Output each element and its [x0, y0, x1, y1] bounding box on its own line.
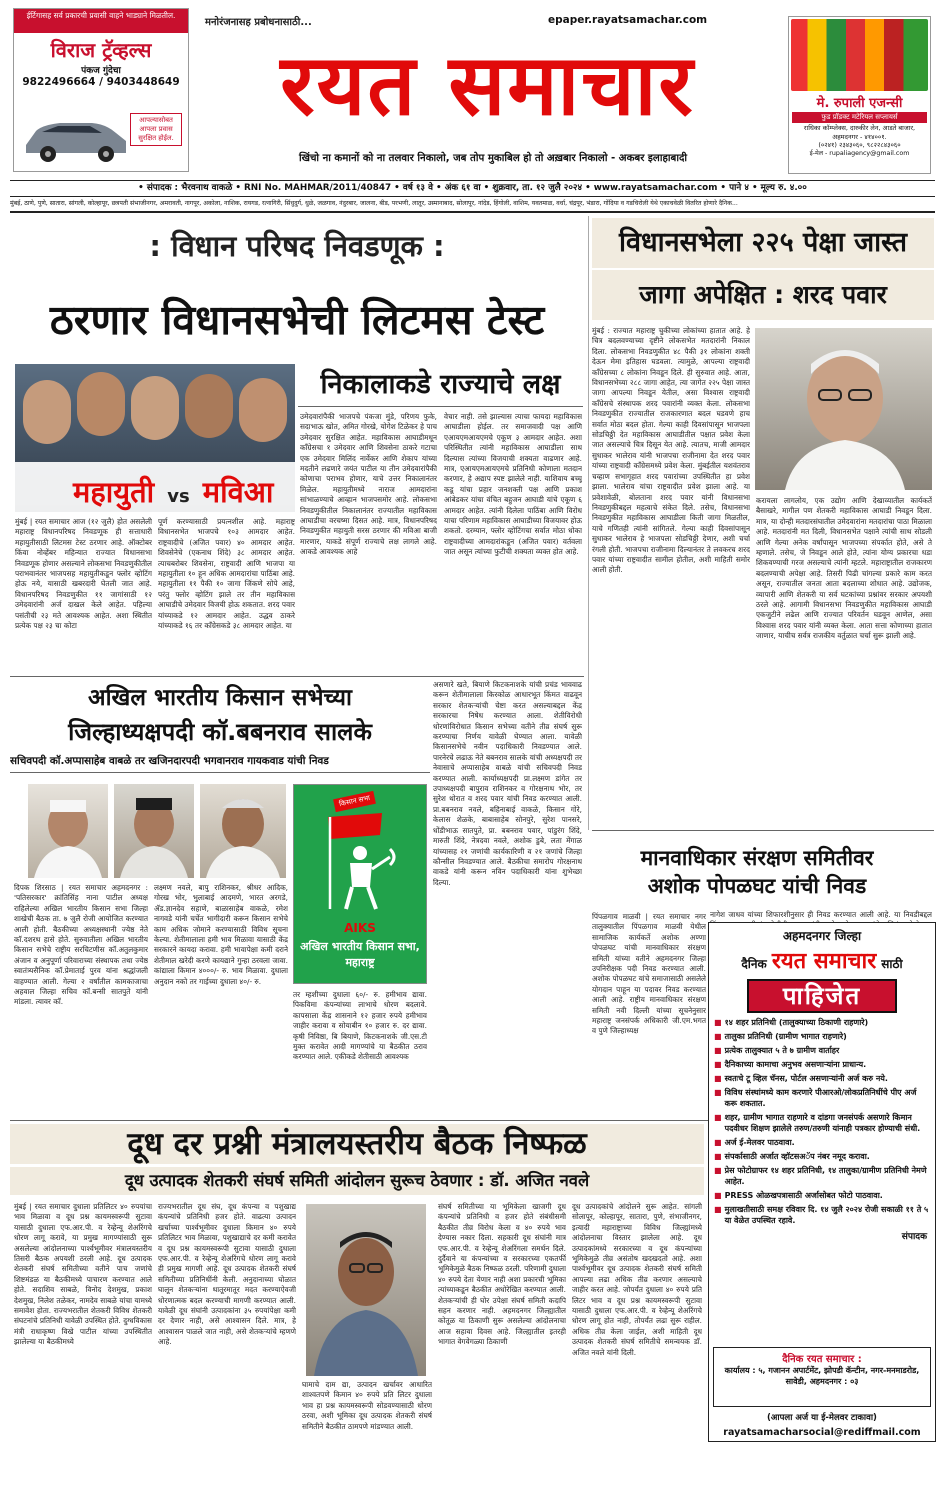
newspaper-title: रयत समाचार: [280, 36, 695, 134]
sharad-pawar-photo: [755, 328, 932, 490]
wanted-item: ■ PRESS ओळखपत्रासाठी अर्जासोबत फोटो पाठवावा.: [714, 1191, 883, 1200]
masthead-quote: खिंचो ना कमानों को ना तलवार निकालो, जब तोप मुकाबिल हो तो अख़बार निकालो - अकबर इलाहाबादी: [298, 153, 688, 164]
divider: [592, 830, 934, 831]
logo-flag-text: किसान सभा: [333, 791, 376, 812]
story5-subhead: दूध उत्पादक शेतकरी संघर्ष समिती आंदोलन सुरूच ठेवणार : डॉ. अजित नवले: [10, 1167, 704, 1195]
epaper-link[interactable]: epaper.rayatsamachar.com: [548, 14, 708, 26]
bullet-icon: ■: [714, 1166, 722, 1175]
bullet-icon: ■: [714, 1205, 722, 1214]
story5-col1: मुंबई | रयत समाचार दुधाला प्रतिलिटर ४० रुपयांचा भाव मिळावा व दूध प्रश्न कायमस्वरूपी सुटावा यासाठी दुधाला एफ.आर.पी. व रेव्हेन्यू शेअरिंगचे धोरण लागू करावे, या प्रमुख मागण्यांसाठी सुरू असलेल्या आंदोलनाच्या पार्श्वभूमीवर मंत्रालयस्तरीय तिसरी बैठक अपयशी ठरली आहे. दूध उत्पादक शेतकरी संघर्ष समितीच्या वतीने पाच जणांचे शिष्टमंडळ या बैठकीमध्ये पाचारण करण्यात आले होते. सदाशिव साबळे, विनोद देशमुख, प्रकाश देशमुख, निलेश तळेकर, नामदेव साबळे यांचा यामध्ये समावेश होता. राज्यभरातील शेतकरी विविध शेतकरी संघटनांचे प्रतिनिधी यावेळी उपस्थित होते. दुग्धविकास मंत्री राधाकृष्ण विखे पाटील यांच्या उपस्थितीत झालेल्या या बैठकीमध्ये: [14, 1202, 152, 1347]
wanted-item: ■ तालुका प्रतिनिधी (ग्रामीण भागात राहणारे): [714, 1032, 847, 1041]
story2-headline2: जागा अपेक्षित : शरद पवार: [592, 270, 934, 320]
ad-left-top: ईर्टिगासह सर्व प्रकारची प्रवासी वाहने भाड्याने मिळतील.: [14, 9, 188, 33]
story3-col1: दिपक शिरसाठ | रयत समाचार अहमदनगर : 'पतिसरकार' क्रांतिसिंह नाना पाटील अध्यक्ष राहिलेल्या अखिल भारतीय किसान सभा जिल्हा शाखेची बैठक ता. ७ जुलै रोजी आयोजित करण्यात आली होती. बैठकीच्या अध्यक्षस्थानी ज्येष्ठ नेते कॉ.दशरथ हासे होते. सुरुवातीला अखिल भारतीय किसान सभेचे राष्ट्रीय सरचिटणीस कॉ.अतुलकुमार अंजान व अनुपूर्णा परिवाराच्या संस्थापक तथा ज्येष्ठ स्वातंत्र्यसैनिक कॉ.प्रेमाताई पुरव यांना श्रद्धांजली वाहण्यात आली. गेल्या २ वर्षांतील कामकाजाचा अहवाल जिल्हा सचिव कॉ.बन्सी सातपुते यांनी मांडला. त्यावर कॉ.: [14, 883, 148, 1007]
story5-col3: घामाचे दाम द्या, उत्पादन खर्चावर आधारित शाश्वतपणे किमान ४० रुपये प्रति लिटर दुधाला भाव हा प्रश्न कायमस्वरूपी सोडवण्यासाठी धोरण ठरवा, अशी भूमिका दूध उत्पादक शेतकरी संघर्ष समितीने बैठकीत ठामपणे मांडण्यात आली.: [302, 1380, 432, 1431]
story3-col3: तर म्हशीच्या दुधाला ६०/- रु. हमीभाव द्यावा. पिकविमा कंपन्यांच्या लाभाचे धोरण बदलावे. कापसाला केंद्र शासनाने १२ हजार रुपये हमीभाव जाहीर करावा व सोयाबीन १० हजार रु. दर द्यावा. कृषी निविष्ठा, बि बियाणे, किटकनाशके जी.एस.टी मुक्त करावेत आदी मागण्यांचे या बैठकीत ठराव करण्यात आले. एकीकडे शेतीसाठी आवश्यक: [293, 990, 427, 1062]
bullet-icon: ■: [714, 1138, 722, 1147]
wanted-item: ■ प्रेस फोटोग्राफर १४ शहर प्रतिनिधी, १४ तालुका/ग्रामीण प्रतिनिधी नेमणे आहेत.: [714, 1166, 927, 1186]
story-kisan-sabha: [10, 680, 584, 1118]
story-sharad-pawar: [592, 218, 934, 822]
story-milk-price: [10, 1124, 704, 1480]
ad-viraj-travels: [13, 8, 189, 172]
wanted-item: ■ दैनिकाच्या कामाचा अनुभव असणाऱ्यांना प्राधान्य.: [714, 1060, 867, 1069]
leader-photo-3: [200, 784, 286, 878]
wanted-for: साठी: [881, 957, 903, 971]
leader-photo-1: [28, 784, 108, 878]
story2-col2: करायला लागलोय, एक उद्योग आणि देखाव्यातील कार्यकर्ते बैसाखरे, मागील पण शेतकरी महाविकास आघाडी निवडून दिला. मात्र, या दोन्ही मतदारसंघातील उमेदवारांना मतदारांचा पाठा मिळाला आहे. मतदारांनी मत दिली, विधानसभेत पक्षाने त्यांची साथ सोडली आणि गेल्या अनेक वर्षांपासून भाजपच्या संपर्कात होते, असे ते म्हणाले. तसेच, जे निवडून आले होते, त्यांना योग्य प्रकारचा धडा शिकवण्याची गरज असल्याचे त्यांनी म्हटले. महाराष्ट्रातील राजकारण बदलण्याची अपेक्षा आहे. तिसरी पिढी चांगल्या प्रकारे काम करत असून, राज्यातील जनता आता बदलाच्या शोधात आहे. उद्योजक, व्यापारी आणि शेतकरी या सर्व घटकांच्या प्रश्नांवर सरकार अपयशी ठरले आहे. आगामी विधानसभा निवडणुकीत महाविकास आघाडी एकजुटीने लढेल आणि राज्यात परिवर्तन घडवून आणेल, असा विश्वास शरद पवार यांनी व्यक्त केला. आता सत्ता कोणाच्या हातात जाणार, याचीच सर्वत्र राजकीय वर्तुळात चर्चा सुरू झाली आहे.: [756, 496, 932, 641]
wanted-email[interactable]: rayatsamacharsocial@rediffmail.com: [723, 1427, 921, 1438]
wanted-sign: संपादक: [901, 1232, 927, 1242]
ad-right-sub: फुड प्रॉडक्ट मटेरियल सप्लायर्स: [792, 112, 927, 123]
ad-right-phone: (०२४१) २३४३०६०, ९८२२८४३०६०: [818, 141, 901, 149]
leader-face-3: [131, 376, 179, 440]
divider: [10, 676, 584, 677]
ad-left-note: आपल्यासोबत आपला प्रवास सुरक्षित होईल.: [130, 113, 182, 146]
bullet-icon: ■: [714, 1074, 722, 1083]
wanted-item: ■ शहर, ग्रामीण भागात राहणारे व दांडगा जनसंपर्क असणारे किमान पदवीधर शिक्षण झालेले तरुण/तरुणी यांनाही पत्रकार होण्याची संधी.: [714, 1113, 921, 1133]
bullet-icon: ■: [714, 1032, 722, 1041]
wanted-item: ■ स्वतःचे टू व्हिल चॅनस, पोर्टल असणाऱ्यांनी अर्ज करु नये.: [714, 1074, 888, 1083]
ad-left-owner: पंकज गुंदेचा: [81, 66, 121, 76]
wanted-item: ■ प्रत्येक तालुक्यात ५ ते ७ ग्रामीण वार्ताहर: [714, 1046, 840, 1055]
story1-col1: मुंबई | रयत समाचार आज (१२ जुलै) होत असलेली महाराष्ट्र विधानपरिषद निवडणूक ही सत्ताधारी महायुतीसाठी लिटमस टेस्ट ठरणार आहे. ऑक्टोबर किंवा नोव्हेंबर महिन्यात राज्यात विधानसभा निवडणूक होणार असल्याने लोकसभा निवडणुकीतील पराभवानंतर भाजपसह महायुतीकडून फ्लोर व्होटिंग होऊ नये, यासाठी खबरदारी घेतली जात आहे. विधानपरिषद निवडणुकीत ११ जागांसाठी १२ उमेदवारांनी अर्ज दाखल केले आहेत. पहिल्या पसंतीची २३ मते आवश्यक आहेत. अशा स्थितीत प्रत्येक पक्ष २३ चा कोटा: [15, 517, 152, 631]
car-image: [20, 105, 132, 167]
ad-right-address: राधिका कॉम्प्लेक्स, दारुकीर लेन, आडते बाजार, अहमदनगर - ४१४००१.: [803, 124, 916, 141]
wanted-office-title: दैनिक रयत समाचार :: [782, 1354, 862, 1365]
bullet-icon: ■: [714, 1046, 722, 1055]
ad-right-email: ई-मेल - rupaliagency@gmail.com: [809, 149, 910, 157]
story5-col4: संघर्ष समितीच्या या भूमिकेला खाजगी दूध कंपन्यांचे प्रतिनिधी व हजर होते संबंधीसमी बैठकीत तीव्र विरोध केला व ४० रुपये भाव देण्यास नकार दिला. सहकारी दूध संघांनी मात्र एफ.आर.पी. व रेव्हेन्यू शेअरिंगला समर्थन दिले. दुर्दैवाने या कंपन्यांच्या व सरकारच्या एकतर्फी भूमिकेमुळे बैठक निष्फळ ठरली. परिणामी दुधाला ४० रुपये देता येणार नाही अशा प्रकारची भूमिका त्यांच्याकडून बैठकीत अधोरेखित करण्यात आली. शेतकऱ्यांची ही घोर उपेक्षा संघर्ष समिती कदापि सहन करणार नाही. अहमदनगर जिल्ह्यातील कोतूळ या ठिकाणी सुरू असलेल्या आंदोलनाचा आज सहावा दिवस आहे. जिल्ह्यातील इतरही भागात वेगवेगळ्या ठिकाणी: [438, 1202, 566, 1347]
story2-headline: विधानसभेला २२५ पेक्षा जास्त: [592, 218, 934, 268]
wanted-item: ■ अर्ज ई-मेलवर पाठवावा.: [714, 1138, 795, 1147]
story5-col2: राज्यभरातील दूध संघ, दूध कंपन्या व पशुखाद्य कंपन्यांचे प्रतिनिधी हजर होते. वाढत्या उत्पादन खर्चाच्या पार्श्वभूमीवर दुधाला किमान ४० रुपये प्रतिलिटर भाव मिळावा, पशुखाद्याचे दर कमी करावेत व दूध प्रश्न कायमस्वरूपी सुटावा यासाठी दुधाला एफ.आर.पी. व रेव्हेन्यू शेअरिंगचे धोरण लागू करावे ही प्रमुख मागणी आहे. दूध उत्पादक शेतकरी संघर्ष समितीच्या प्रतिनिधींनी केली. अनुदानाच्या घोळात घालून शेतकऱ्यांना थातूरमातूर मदत करण्याऐवजी धोरणात्मक बदल करण्याची मागणी करण्यात आली. यावेळी दूध संघांनी उत्पादकांना ३५ रुपयांपेक्षा कमी दर देणार नाही, असे आश्वासन दिले. मात्र, हे आश्वासन पाळले जात नाही, असे शेतकऱ्यांचे म्हणणे आहे.: [158, 1202, 296, 1347]
bullet-icon: ■: [714, 1018, 722, 1027]
story1-kicker: : विधान परिषद निवडणूक :: [149, 229, 445, 263]
ad-rupali-agency: [788, 16, 931, 174]
wanted-note: (आपला अर्ज या ई-मेलवर टाकावा): [767, 1413, 877, 1423]
bullet-icon: ■: [714, 1088, 722, 1097]
story3-col2: लक्ष्मण नवले, बापु राशिनकर, श्रीधर आदिक, गोरख भोर, भुलाबाई आदमणे, भारत अरगडे, ॲड.ज्ञानदेव सहाणे, बाळासाहेब वाकळे, रमेश नागवडे यांनी चर्चेत भागीदारी करून किसान सभेचे काम अधिक जोमाने करण्यासाठी विविध सूचना केल्या. शेतीमालाला हमी भाव मिळावा यासाठी केंद्र सरकारने कायदा करावा. हमी भावापेक्षा कमी दराने शेतीमाल खरेदी करणे कायद्याने गुन्हा ठरवला जावा. कांद्याला किमान ४०००/- रु. भाव मिळावा. दुधाला अनुदान नको तर गाईच्या दुधाला ४०/- रु.: [154, 883, 288, 986]
story2-col1: मुंबई : राज्यात महाराष्ट्र चुकीच्या लोकांच्या हातात आहे. हे चित्र बदलवण्याच्या दृष्टीने लोकसभेत मतदारांनी निकाल दिला. लोकसभा निवडणुकीत ४८ पैकी ३१ लोकांना शक्ती देऊन मेमा इतिहास घडवला. त्यामुळे, आपल्या राष्ट्रवादी काँग्रेसच्या ८ लोकांना निवडून दिले. ही सुरुवात आहे. आता, विधानसभेच्या २८८ जागा आहेत, त्या जागेत २२५ पेक्षा जास्त जागा आपल्या निवडून येतील, असा विश्वास राष्ट्रवादी काँग्रेसचे संस्थापक शरद पवारांनी व्यक्त केला. लोकसभा निवडणुकीत राज्यातील राजकारणात बदल घडवणे हाच सर्वात मोठा बदल होता. गेल्या काही दिवसांपासून भाजपला सोडचिठ्ठी देत महाविकास आघाडीतील पक्षात प्रवेश केला जात असल्याचे चित्र दिसून येत आहे. त्यातच, माजी आमदार सुधाकर भालेराव यांनी भाजपचा राजीनामा देत शरद पवार यांच्या राष्ट्रवादी काँग्रेसमध्ये प्रवेश केला. मुंबईतील यशवंतराव चव्हाण सभागृहात शरद पवारांच्या उपस्थितीत हा प्रवेश झाला. भालेराव यांचा राष्ट्रवादीत प्रवेश झाला आहे. या प्रवेशावेळी, बोलताना शरद पवार यांनी विधानसभा निवडणुकीबद्दल महत्वाचे संकेत दिले. तसेच, विधानसभा निवडणुकीत महाविकास आघाडीला किती जागा मिळतील, याचे गणितही त्यांनी सांगितले. गेल्या काही दिवसांपासून सुधाकर भालेराव हे भाजपला सोडचिठ्ठी देणार, अशी चर्चा रंगली होती. भाजपचा राजीनामा दिल्यानंतर ते लवकरच शरद पवार यांच्या राष्ट्रवादीत सामील होतील, अशी माहिती समोर आली होती.: [592, 326, 750, 575]
wanted-daily: दैनिक: [741, 957, 767, 971]
divider: [588, 216, 589, 830]
story5-col5: दूध उत्पादकांचे आंदोलने सुरू आहेत. सांगली सोलापूर, कोल्हापूर, सातारा, पुणे, संभाजीनगर, इत्यादी महाराष्ट्राच्या विविध जिल्ह्यांमध्ये आंदोलनाचा विस्तार झालेला आहे. दूध उत्पादकांमध्ये सरकारच्या व दूध कंपन्यांच्या भूमिकेमुळे तीव्र असंतोष खदखदतो आहे. अशा पार्श्वभूमीवर दूध उत्पादक शेतकरी संघर्ष समिती आपल्या लढा अधिक तीव्र करणार असल्याचे जाहीर करत आहे. जोपर्यंत दुधाला ४० रुपये प्रति लिटर भाव व दूध प्रश्न कायमस्वरूपी सुटावा यासाठी दुधाला एफ.आर.पी. व रेव्हेन्यू शेअरिंगचे धोरण लागू होत नाही, तोपर्यंत लढा सुरू राहील. अधिक तीव्र केला जाईल, अशी माहिती दूध उत्पादक शेतकरी संघर्ष समितीचे समन्वयक डॉ. अजित नवले यांनी दिली.: [572, 1202, 702, 1357]
story1-col2: पूर्ण करण्यासाठी प्रयत्नशील आहे. महाराष्ट्र विधानसभेत भाजपचे १०३ आमदार आहेत. राष्ट्रवादीचे (अजित पवार) ४० आमदार आहेत. शिवसेनेचे (एकनाथ शिंदे) ३८ आमदार आहेत. त्याचबरोबर शिवसेना, राष्ट्रवादी आणि भाजपा या महायुतीला १० हून अधिक आमदारांचा पाठिंबा आहे. महायुतीला ११ पैकी १० जागा जिंकणे सोपे आहे, परंतु फ्लोर व्होटिंग झाले तर तीन महाविकास आघाडीचे उमेदवार विजयी होऊ शकतात. शरद पवार यांच्याकडे १२ आमदार आहेत. उद्धव ठाकरे यांच्याकडे १६ तर काँग्रेसकडे ३८ आमदार आहेत. या: [158, 517, 295, 631]
story4-headline: मानवाधिकार संरक्षण समितीवर: [640, 846, 874, 870]
wanted-item: ■ संपर्कासाठी अर्जात व्हॉटसअॅप नंबर नमूद करावा.: [714, 1152, 870, 1161]
logo-aiks: AIKS: [344, 921, 376, 935]
story1-photo: [15, 364, 295, 512]
product-image: [791, 19, 928, 91]
bullet-icon: ■: [714, 1060, 722, 1069]
wanted-list: [709, 1017, 935, 1226]
bullet-icon: ■: [714, 1113, 722, 1122]
leader-face-1: [23, 380, 71, 444]
wanted-item: ■ विविध संस्थांमध्ये काम करणारे पीआरओ/लोकप्रतिनिधींचे पीए अर्ज करू शकतात.: [714, 1088, 917, 1108]
story3-subhead: सचिवपदी कॉ.अप्पासाहेब वाबळे तर खजिनदारपदी भगवानराव गायकवाड यांची निवड: [10, 754, 430, 773]
story4-headline2: अशोक पोपळघट यांची निवड: [647, 874, 867, 898]
mavia-label: मविआ: [202, 475, 274, 509]
story5-headline: दूध दर प्रश्नी मंत्रालयस्तरीय बैठक निष्फळ: [10, 1124, 704, 1164]
story3-headline2: जिल्हाध्यक्षपदी कॉ.बबनराव सालके: [68, 718, 372, 746]
logo-name: अखिल भारतीय किसान सभा, महाराष्ट्र: [300, 940, 420, 969]
leader-face-4: [185, 374, 233, 438]
ad-right-name: मे. रुपाली एजन्सी: [816, 96, 903, 111]
story1-headline: ठरणार विधानसभेची लिटमस टेस्ट: [49, 296, 545, 344]
farmer-icon: [320, 809, 402, 913]
story1-col4: वेचार नाही. तसे झाल्यास त्याचा फायदा महाविकास आघाडीला होईल. तर समाजवादी पक्ष आणि एआयएमआयएमचे एकूण ३ आमदार आहेत. अशा परिस्थितीत त्यांनी महाविकास आघाडीला साथ दिल्यास त्यांच्या विजयाची शक्यता वाढणार आहे. मात्र, एआयएमआयएमचे प्रतिनिधी कोणाला मतदान करणार, हे अद्याप स्पष्ट झालेले नाही. याशिवाय बच्चू कडू यांचा प्रहार जनशक्ती पक्ष आणि प्रकाश आंबेडकर यांचा वंचित बहुजन आघाडी यांचे एकूण ६ आमदार आहेत. त्यांनी दिलेला पाठिंबा आणि विरोध याचा परिणाम महाविकास आघाडीच्या विजयावर होऊ शकतो. दरम्यान, फ्लोर व्होटिंगचा सर्वात मोठा धोका राष्ट्रवादीच्या आमदारांकडून (अजित पवार) वर्तवला जात असून त्यांच्या फुटीची शक्यता व्यक्त होत आहे.: [444, 412, 582, 557]
story3-col4: असणारे खते, बियाणे किटकनाशके यांची प्रचंड भाववाढ करून शेतीमालाला किरकोळ आधारभूत किंमत वाढवून सरकार शेतकऱ्यांची चेष्टा करत असल्याबद्दल केंद्र सरकारचा निषेध करण्यात आला. शेतीविरोधी धोरणांविरोधात किसान सभेच्या वतीने तीव्र संघर्ष सुरू करण्याचा निर्णय यावेळी घेण्यात आला. यावेळी किसानसभेचे नवीन पदाधिकारी निवडण्यात आले. पारनेरचे लढाऊ नेते बबनराव सालके यांची अध्यक्षपदी तर नेवासाचे अप्पासाहेब वाबळे यांची सचिवपदी निवड करण्यात आली. कार्याध्यक्षपदी प्रा.लक्ष्मण डांगेत तर उपाध्यक्षपदी बापुराव राशिनकर व गोरक्षनाथ भोर, तर सुरेश थोरात व शरद पवार यांची निवड करण्यात आली. प्रा.बबनराव नवले, बहिनाबाई वाकळे, किसान गोरे, केलास शेळके, बाबासाहेब सोनपुरे, सुरेश पानसरे, धोंडीभाऊ सातपुते, प्रा. बबनराव पवार, पांडुरंग शिंदे, मारुती शिंदे, नेत्रदवा नवले, अशोक डुबे, लता मेंगाळ यांच्यासह २१ जणांची कार्यकारिणी व २१ जणांचे जिल्हा कौन्सील निवडण्यात आले. बैठकीचा समारोप गोरक्षनाथ वाकडे यांनी करून नविन पदाधिकारी यांना शुभेच्छा दिल्या.: [433, 680, 582, 887]
ad-left-name: विराज ट्रॅव्हल्स: [50, 38, 152, 62]
masthead-tagline: मनोरंजनासह प्रबोधनासाठी...: [205, 17, 312, 28]
story1-col3: उमेदवारांपैकी भाजपचे पंकजा मुंडे, परिणय फुके, सदाभाऊ खोत, अमित गोरखे, योगेश टिळेकर हे पाच उमेदवार सुरक्षित आहेत. महाविकास आघाडीमधून काँग्रेसचा १ उमेदवार आणि शिवसेना ठाकरे गटाचा एक उमेदवार मिलिंद नार्वेकर आणि शेकाप यांच्या मदतीने लढणारे जयंत पाटील या तीन उमेदवारांपैकी कोणाचा पराभव होणार, याचे उत्तर निकालानंतर मिळेल. महायुतीमध्ये नाराज आमदारांना सांभाळण्याचे आव्हान भाजपसमोर आहे. लोकसभा निवडणुकीतील निकालानंतर राज्यातील महाविकास आघाडीचा वरचष्मा दिसत आहे. मात्र, विधानपरिषद निवडणुकीत महायुती सरस ठरणार की मविआ बाजी मारणार, याकडे संपूर्ण राज्याचे लक्ष लागले आहे. आकडे आवश्यक आहे: [300, 412, 437, 557]
kisan-sabha-logo: [293, 784, 427, 984]
masthead: [0, 0, 945, 213]
story3-headline: अखिल भारतीय किसान सभेच्या: [88, 685, 352, 711]
wanted-item: ■ १४ शहर प्रतिनिधी (तालुक्याच्या ठिकाणी राहणारे): [714, 1018, 869, 1027]
bullet-icon: ■: [714, 1152, 722, 1161]
leader-face-5: [239, 378, 287, 442]
wanted-office-box: [713, 1347, 931, 1407]
story1-subhead: निकालाकडे राज्याचे लक्ष: [298, 364, 583, 407]
leader-face-2: [77, 372, 125, 436]
wanted-brand: रयत समाचार: [771, 949, 877, 974]
masthead-rule: [10, 211, 935, 213]
distribution-cities: मुंबई, ठाणे, पुणे, सातारा, सांगली, कोल्हापूर, छत्रपती संभाजीनगर, अमरावती, नागपूर, अकोला, नाशिक, रायगड, रत्नागिरी, सिंधुदुर्ग, धुळे, जळगाव, नंदुरबार, जालना, बीड, परभणी, लातूर, उस्मानाबाद, सोलापूर, नांदेड, हिंगोली, वाशिम, यवतमाळ, वर्धा, चंद्रपूर, भंडारा, गोंदिया व गडचिरोली येथे एकाचवेळी वितरित होणारे दैनिक...: [10, 200, 738, 207]
story-legislative-council: [10, 216, 584, 674]
wanted-office: कार्यालय : ५, गजानन अपार्टमेंट, झोपडी कॅन्टीन, नगर-मनमाडरोड, सावेडी, अहमदनगर : ०३: [724, 1366, 920, 1386]
bullet-icon: ■: [714, 1191, 722, 1200]
ajit-navale-photo: [306, 1204, 426, 1376]
wanted-title: पाहिजेत: [747, 979, 897, 1013]
leader-photo-2: [114, 784, 194, 878]
story4-col1: पिंपळगाव माळवी | रयत समाचार नगर तालुक्यातील पिंपळगाव माळवी येथील सामाजिक कार्यकर्ते अशोक अण्णा पोपळघट यांची मानवाधिकार संरक्षण समिती यांच्या वतीने अहमदनगर जिल्हा उपनिरीक्षक पदी निवड करण्यात आली. अशोक पोपळघट यांचे समाजासाठी असलेले योगदान पाहून या पदावर निवड करण्यात आली आहे. राष्ट्रीय मानवाधिकार संरक्षण समिती नवी दिल्ली यांच्या सूचनेनुसार महाराष्ट्र जनसंपर्क अधिकारी जी.एम.भगत व पुणे जिल्हाध्यक्ष: [592, 912, 706, 1036]
wanted-top: अहमदनगर जिल्हा: [782, 929, 862, 943]
story4-col3: नागेश जाधव यांच्या शिफारशीनुसार ही निवड करण्यात आली आहे. या निवडीबद्दल: [710, 910, 932, 919]
masthead-info-strip: • संपादक : भैरवनाथ वाकळे • RNI No. MAHMAR/2011/40847 • वर्ष १३ वे • अंक ६१ वा • शुक्रवार, ता. १२ जुलै २०२४ • www.rayatsamachar.com • पाने ४ • मूल्य रु. ४.००: [10, 180, 935, 197]
ad-reporters-wanted: [708, 922, 936, 1442]
wanted-item: ■ मुलाखतीसाठी समक्ष रविवार दि. १४ जुलै २०२४ रोजी सकाळी ११ ते ५ या वेळेत उपस्थित रहावे.: [714, 1205, 929, 1225]
vs-label: vs: [167, 486, 190, 507]
mahayuti-label: महायुती: [73, 475, 155, 509]
ad-left-phone: 9822496664 / 9403448649: [22, 76, 180, 88]
